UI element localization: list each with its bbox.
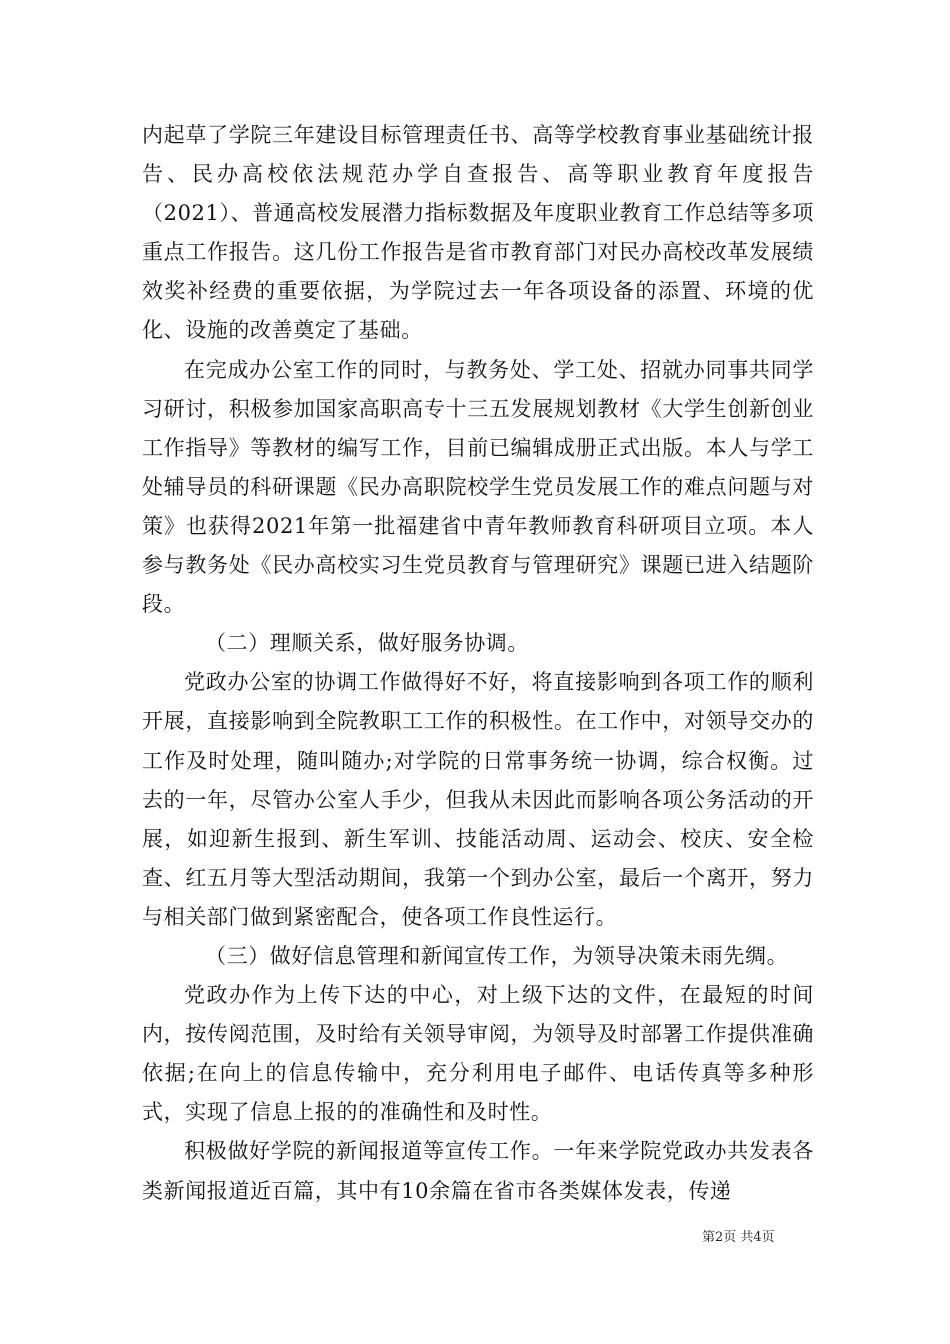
paragraph-news-publicity: 积极做好学院的新闻报道等宣传工作。一年来学院党政办共发表各类新闻报道近百篇，其中有10余篇在省市各类媒体发表，传递: [142, 1139, 814, 1203]
paragraph-textbook-research: 在完成办公室工作的同时，与教务处、学工处、招就办同事共同学习研讨，积极参加国家高职高专十三五发展规划教材《大学生创新创业工作指导》等教材的编写工作，目前已编辑成册正式出版。本人与学工处辅导员的科研课题《民办高职院校学生党员发展工作的难点问题与对策》也获得2021年第一批福建省中青年教师教育科研项目立项。本人参与教务处《民办高校实习生党员教育与管理研究》课题已进入结题阶段。: [142, 357, 814, 617]
page-number-footer: 第2页 共4页: [702, 1230, 775, 1245]
section-heading-information: （三）做好信息管理和新闻宣传工作，为领导决策未雨先绸。: [205, 943, 789, 968]
paragraph-continuation: 内起草了学院三年建设目标管理责任书、高等学校教育事业基础统计报告、民办高校依法规范办学自查报告、高等职业教育年度报告（2021）、普通高校发展潜力指标数据及年度职业教育工作总结等多项重点工作报告。这几份工作报告是省市教育部门对民办高校改革发展绩效奖补经费的重要依据，为学院过去一年各项设备的添置、环境的优化、设施的改善奠定了基础。: [142, 123, 814, 343]
paragraph-coordination: 党政办公室的协调工作做得好不好，将直接影响到各项工作的顺利开展，直接影响到全院教职工工作的积极性。在工作中，对领导交办的工作及时处理，随叫随办;对学院的日常事务统一协调，综合权衡。过去的一年，尽管办公室人手少，但我从未因此而影响各项公务活动的开展，如迎新生报到、新生军训、技能活动周、运动会、校庆、安全检查、红五月等大型活动期间，我第一个到办公室，最后一个离开，努力与相关部门做到紧密配合，使各项工作良性运行。: [142, 670, 814, 929]
paragraph-information: 党政办作为上传下达的中心，对上级下达的文件，在最短的时间内，按传阅范围，及时给有关领导审阅，为领导及时部署工作提供准确依据;在向上的信息传输中，充分利用电子邮件、电话传真等多种形式，实现了信息上报的的准确性和及时性。: [142, 983, 814, 1125]
section-heading-coordination: （二）理顺关系，做好服务协调。: [205, 631, 529, 656]
document-body: [142, 116, 814, 1211]
